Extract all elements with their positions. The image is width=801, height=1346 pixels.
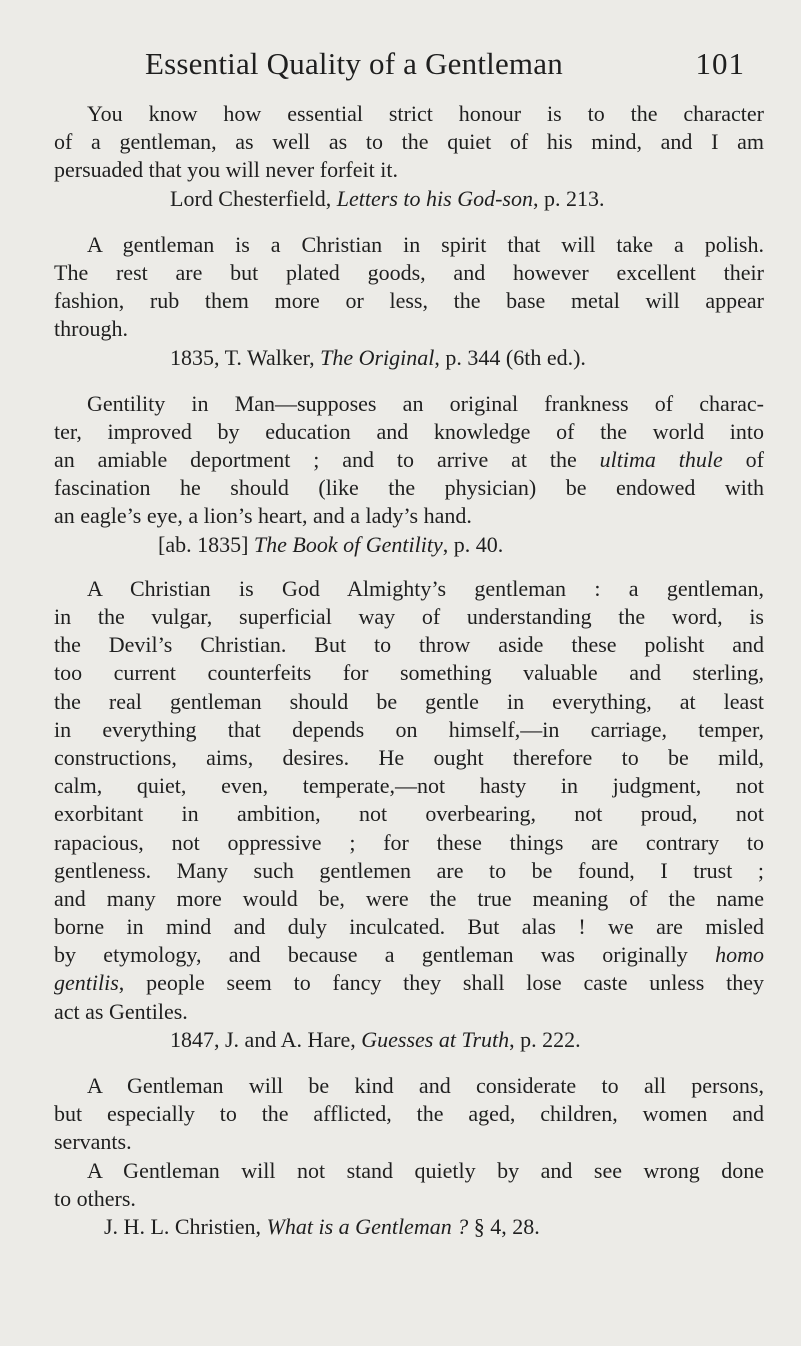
citation-title: Letters to his God-son — [336, 185, 533, 211]
citation: 1847, J. and A. Hare, Guesses at Truth, p. 222. — [170, 1026, 581, 1052]
quote-chesterfield — [54, 100, 764, 213]
text-line: an eagle’s eye, a lion’s heart, and a lady’s hand. — [54, 503, 472, 529]
text-line: the Devil’s Christian. But to throw aside these polisht and — [54, 632, 764, 658]
text-line: fashion, rub them more or less, the base metal will appear — [54, 288, 764, 314]
text-line: servants. — [54, 1129, 132, 1155]
text-line: an amiable deportment ; and to arrive at the ultima thule of — [54, 447, 765, 473]
text-line: to others. — [54, 1185, 136, 1211]
citation-title: Guesses at Truth — [361, 1026, 510, 1052]
text-line: in the vulgar, superficial way of understanding the word, is — [54, 604, 764, 629]
text-line: A Gentleman will not stand quietly by and see wrong done — [87, 1157, 764, 1183]
text-line: exorbitant in ambition, not overbearing, not proud, not — [54, 801, 764, 827]
text-line: calm, quiet, even, temperate,—not hasty in judgment, not — [54, 773, 764, 799]
text-line: Gentility in Man—supposes an original frankness of charac- — [87, 390, 764, 416]
text-line: gentleness. Many such gentlemen are to be found, I trust ; — [54, 857, 764, 883]
text-line: of a gentleman, as well as to the quiet of his mind, and I am — [54, 129, 764, 155]
quote-walker — [54, 231, 764, 372]
page-body — [54, 100, 764, 1241]
citation: J. H. L. Christien, What is a Gentleman ? § 4, 28. — [104, 1213, 540, 1239]
text-line: the real gentleman should be gentle in everything, at least — [54, 688, 764, 714]
text-line: but especially to the afflicted, the aged, children, women and — [54, 1101, 764, 1127]
quote-hare — [54, 575, 764, 1054]
text-line: A Gentleman will be kind and considerate to all persons, — [87, 1073, 764, 1098]
inline-italic: ultima thule — [599, 447, 723, 473]
quote-book-of-gentility — [54, 390, 764, 559]
citation-title: The Original — [320, 344, 435, 370]
citation: 1835, T. Walker, The Original, p. 344 (6th ed.). — [170, 344, 586, 370]
citation: [ab. 1835] The Book of Gentility, p. 40. — [158, 531, 504, 557]
page-header — [145, 46, 745, 86]
text-line: through. — [54, 316, 128, 342]
text-line: gentilis, people seem to fancy they shall lose caste unless they — [54, 970, 764, 996]
running-title: Essential Quality of a Gentleman — [145, 46, 563, 81]
inline-italic: homo — [715, 942, 764, 968]
citation-title: The Book of Gentility — [253, 531, 443, 557]
text-line: A Christian is God Almighty’s gentleman : a gentleman, — [87, 575, 764, 601]
text-line: constructions, aims, desires. He ought therefore to be mild, — [54, 744, 764, 770]
text-line: You know how essential strict honour is to the character — [87, 101, 764, 126]
citation: Lord Chesterfield, Letters to his God-son, p. 213. — [170, 185, 605, 211]
citation-title: What is a Gentleman ? — [266, 1213, 469, 1239]
text-line: persuaded that you will never forfeit it. — [54, 157, 398, 183]
text-line: A gentleman is a Christian in spirit that will take a polish. — [87, 231, 764, 257]
text-line: and many more would be, were the true meaning of the name — [54, 885, 764, 911]
text-line: fascination he should (like the physician) be endowed with — [54, 475, 764, 501]
text-line: borne in mind and duly inculcated. But alas ! we are misled — [54, 914, 764, 940]
text-line: rapacious, not oppressive ; for these things are contrary to — [54, 829, 764, 855]
text-line: act as Gentiles. — [54, 998, 188, 1024]
text-line: The rest are but plated goods, and however excellent their — [54, 259, 764, 285]
text-line: by etymology, and because a gentleman was originally homo — [54, 942, 764, 968]
quote-christien — [54, 1072, 764, 1241]
text-line: ter, improved by education and knowledge of the world into — [54, 418, 764, 444]
inline-italic: gentilis — [54, 970, 119, 996]
text-line: too current counterfeits for something valuable and sterling, — [54, 660, 764, 686]
page-number: 101 — [695, 46, 745, 81]
text-line: in everything that depends on himself,—in carriage, temper, — [54, 716, 764, 742]
